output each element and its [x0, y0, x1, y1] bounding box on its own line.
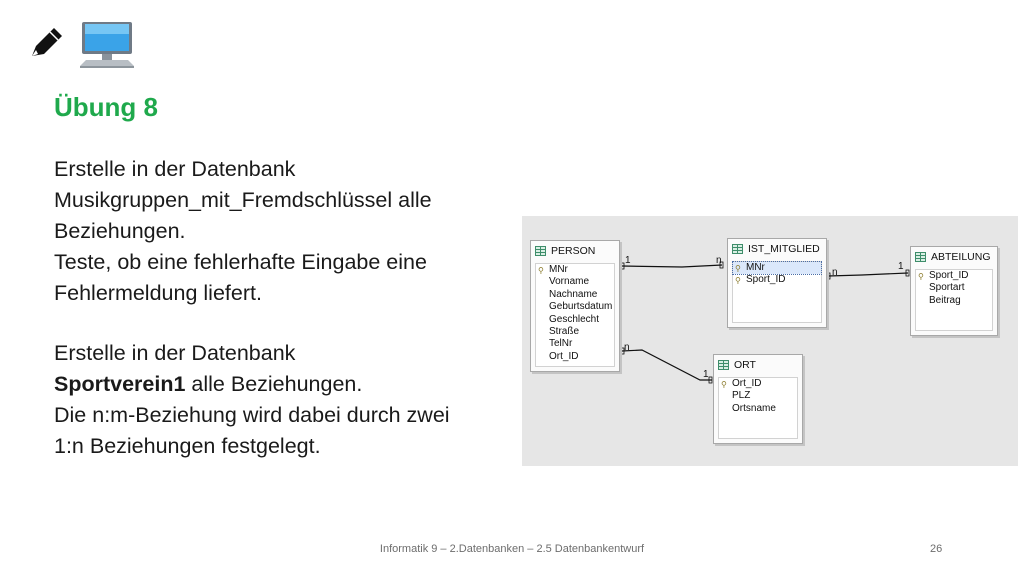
slide-footer: Informatik 9 – 2.Datenbanken – 2.5 Datenbankentwurf [379, 543, 645, 555]
text-line: Musikgruppen_mit_Fremdschlüssel alle [54, 188, 432, 212]
text-line: Erstelle in der Datenbank [54, 157, 296, 181]
table-header [728, 239, 826, 259]
key-icon: ⚲ [918, 272, 924, 281]
header-icons [30, 20, 140, 70]
cardinality-label: n [716, 255, 722, 266]
field-key[interactable] [733, 274, 821, 286]
table-icon [915, 252, 926, 262]
field[interactable]: Sportart [929, 282, 965, 294]
table-header [531, 241, 619, 261]
key-icon: ⚲ [721, 380, 727, 389]
page-number: 26 [930, 543, 943, 555]
field-list [915, 269, 993, 331]
field-key-selected[interactable] [733, 262, 821, 274]
field[interactable]: Beitrag [929, 294, 961, 306]
field[interactable]: Geburtsdatum [549, 301, 613, 313]
relationship-diagram [522, 216, 1018, 466]
field-name: Ort_ID [732, 378, 762, 389]
table-ort[interactable] [713, 354, 803, 444]
pencil-icon [32, 28, 62, 56]
table-name: ORT [734, 359, 756, 371]
field[interactable]: Straße [549, 325, 580, 337]
table-header [714, 355, 802, 375]
table-abteilung[interactable] [910, 246, 998, 336]
text-line: 1:n Beziehungen festgelegt. [54, 434, 321, 458]
field-list [535, 263, 615, 367]
database-name: Sportverein1 [54, 372, 186, 396]
table-name: ABTEILUNG [931, 251, 991, 263]
instruction-paragraph-1 [54, 154, 514, 309]
key-icon: ⚲ [538, 266, 544, 275]
field-name: MNr [549, 264, 568, 275]
field[interactable]: Geschlecht [549, 313, 600, 325]
text-line [54, 369, 514, 400]
key-icon: ⚲ [735, 264, 741, 273]
field-key[interactable] [916, 270, 992, 282]
cardinality-label: n [624, 342, 630, 353]
slide-title: Übung 8 [54, 92, 158, 122]
computer-icon [80, 22, 134, 68]
field-name: Sport_ID [746, 274, 786, 286]
table-name: IST_MITGLIED [748, 243, 820, 255]
text-line: Die n:m-Beziehung wird dabei durch zwei [54, 403, 450, 427]
text-fragment: alle Beziehungen. [185, 372, 363, 396]
relation-ist-mitglied-abteilung[interactable] [828, 273, 908, 276]
field-list [718, 377, 798, 439]
field[interactable]: TelNr [549, 338, 573, 350]
cardinality-label: n [832, 267, 838, 278]
table-person[interactable] [530, 240, 620, 372]
table-ist-mitglied[interactable] [727, 238, 827, 328]
text-line: Fehlermeldung liefert. [54, 281, 262, 305]
text-line: Erstelle in der Datenbank [54, 341, 296, 365]
table-header [911, 247, 997, 267]
cardinality-label: 1 [898, 261, 904, 272]
field-name: Sport_ID [929, 270, 969, 281]
text-line: Beziehungen. [54, 219, 186, 243]
table-icon [732, 244, 743, 254]
field[interactable]: Vorname [549, 276, 590, 288]
instruction-paragraph-2 [54, 338, 514, 462]
field[interactable]: PLZ [732, 390, 751, 402]
field-key[interactable] [536, 264, 614, 276]
relation-person-ist-mitglied[interactable] [622, 265, 722, 267]
cardinality-label: 1 [703, 369, 709, 380]
relation-person-ort[interactable] [622, 350, 712, 380]
text-line: Teste, ob eine fehlerhafte Eingabe eine [54, 250, 427, 274]
cardinality-label: 1 [625, 255, 631, 266]
field-name: MNr [746, 262, 765, 273]
field[interactable]: Ortsname [732, 402, 776, 414]
field-list [732, 261, 822, 323]
field-key[interactable] [719, 378, 797, 390]
table-name: PERSON [551, 245, 596, 257]
table-icon [718, 360, 729, 370]
field[interactable]: Nachname [549, 288, 598, 300]
table-icon [535, 246, 546, 256]
field[interactable]: Ort_ID [549, 350, 579, 362]
key-icon: ⚲ [735, 276, 741, 286]
